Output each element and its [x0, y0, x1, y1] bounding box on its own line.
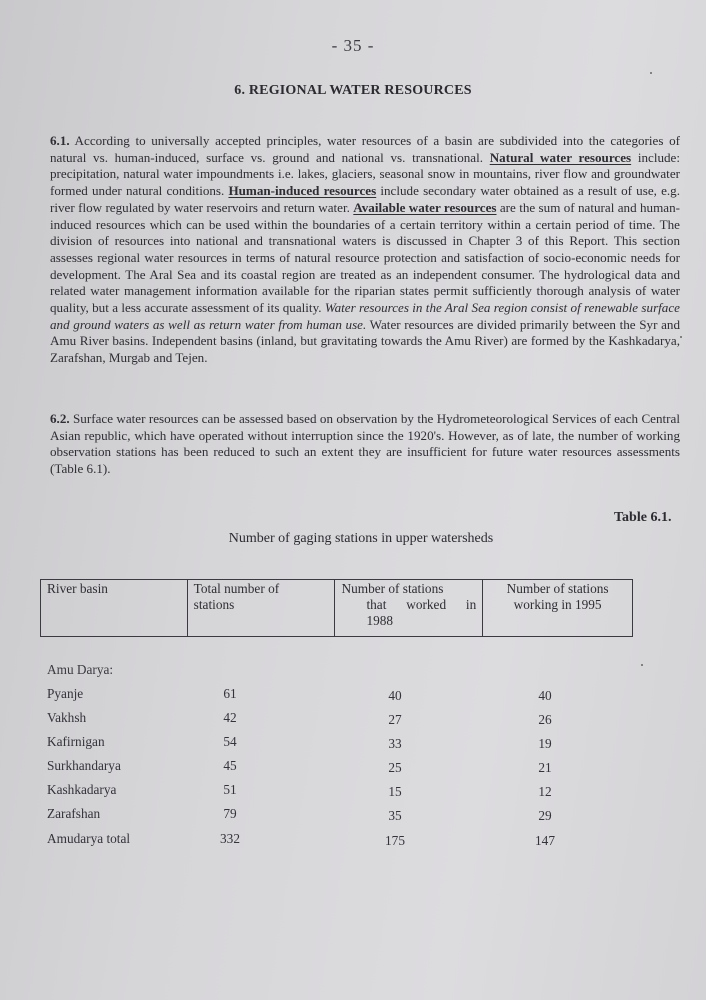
- table-row: [0, 782, 706, 800]
- row-name: Amudarya total: [47, 831, 131, 846]
- row-name: Pyanje: [47, 686, 84, 701]
- row-1995: 40: [538, 688, 552, 703]
- term-natural-water-resources: Natural water resources: [489, 149, 632, 165]
- header-river-basin: River basin: [41, 580, 188, 637]
- paper-speck: [641, 664, 643, 666]
- row-total: 45: [223, 758, 237, 773]
- row-name: Kafirnigan: [47, 734, 105, 749]
- paragraph-6-1: [50, 133, 680, 367]
- paragraph-6-2: [50, 411, 680, 478]
- row-1988: 27: [388, 712, 402, 727]
- paragraph-number: 6.1.: [50, 133, 70, 148]
- paragraph-text: are the sum of natural and human-induced resources which can be used within the boundaries of a certain territory within a certain period of time. The division of resources into national and transnational waters is discussed in Chapter 3 of this Report. This section assesses regional water resources in terms of natural resource protection and satisfaction of socio-economic needs for development. The Aral Sea and its coastal region are treated as an independent consumer. The hydrological data and related water management information available for the riparian states permit sufficiently thorough analysis of water quality, but a less accurate assessment of its quality.: [50, 199, 680, 316]
- paragraph-text: According to universally accepted principles, water resources of a basin are subdivided into the categories of natural vs. human-induced, surface vs. ground and national vs. transnational.: [50, 133, 680, 165]
- row-1995: 147: [535, 833, 555, 848]
- row-1995: 12: [538, 784, 552, 799]
- table-number: Table 6.1.: [614, 510, 672, 525]
- paper-speck: [680, 336, 682, 338]
- row-1988: 15: [388, 784, 402, 799]
- table-caption: Number of gaging stations in upper watersheds: [228, 531, 494, 546]
- section-heading: 6. REGIONAL WATER RESOURCES: [234, 83, 472, 98]
- table-row: [0, 806, 706, 824]
- row-total: 79: [223, 806, 237, 821]
- paragraph-text: include: precipitation, natural water impoundments i.e. lakes, glaciers, seasonal snow in mountains, river flow and groundwater formed under natural conditions.: [50, 149, 681, 199]
- paragraph-text: Surface water resources can be assessed based on observation by the Hydrometeorological Services of each Central Asian republic, which have operated without interruption since the 1920's. However, as of late, the number of working observation stations has been reduced to such an extent they are insufficient for future water resources assessments (Table 6.1).: [50, 411, 680, 477]
- italic-statement: Water resources in the Aral Sea region consist of renewable surface and ground waters as well as return water from human use.: [50, 300, 680, 332]
- header-total-stations: Total number of stations: [187, 580, 335, 637]
- group-label-amu-darya: Amu Darya:: [47, 662, 114, 677]
- row-total: 332: [220, 831, 240, 846]
- row-1995: 29: [538, 808, 552, 823]
- row-1988: 40: [388, 688, 402, 703]
- row-total: 54: [223, 734, 237, 749]
- row-total: 61: [223, 686, 237, 701]
- row-1995: 26: [538, 712, 552, 727]
- table-header: [40, 579, 633, 637]
- row-1995: 19: [538, 736, 552, 751]
- row-1988: 33: [388, 736, 402, 751]
- row-1988: 25: [388, 760, 402, 775]
- page-number: - 35 -: [331, 36, 375, 55]
- paper-speck: [650, 72, 652, 74]
- row-name: Surkhandarya: [47, 758, 121, 773]
- row-total: 51: [223, 782, 237, 797]
- row-1988: 175: [385, 833, 405, 848]
- row-1988: 35: [388, 808, 402, 823]
- term-available-water-resources: Available water resources: [353, 199, 497, 215]
- table-row: [0, 686, 706, 704]
- row-name: Kashkadarya: [47, 782, 117, 797]
- header-stations-1995: Number of stations working in 1995: [483, 580, 633, 637]
- row-total: 42: [223, 710, 237, 725]
- row-name: Zarafshan: [47, 806, 101, 821]
- header-stations-1988: Number of stations that worked in 1988: [335, 580, 483, 637]
- table-row-total: [0, 831, 706, 849]
- paragraph-text: Water resources are divided primarily between the Syr and Amu River basins. Independent basins (inland, but gravitating towards the Amu River) are formed by the Kashkadarya, Zarafshan, Murgab and Tejen.: [50, 316, 680, 366]
- paragraph-text: include secondary water obtained as a result of use, e.g. river flow regulated by water reservoirs and return water.: [50, 183, 680, 215]
- table-row: [0, 734, 706, 752]
- row-name: Vakhsh: [47, 710, 87, 725]
- paragraph-number: 6.2.: [50, 411, 70, 426]
- table-row: [0, 758, 706, 776]
- table-row: [0, 710, 706, 728]
- term-human-induced-resources: Human-induced resources: [228, 183, 377, 199]
- row-1995: 21: [538, 760, 552, 775]
